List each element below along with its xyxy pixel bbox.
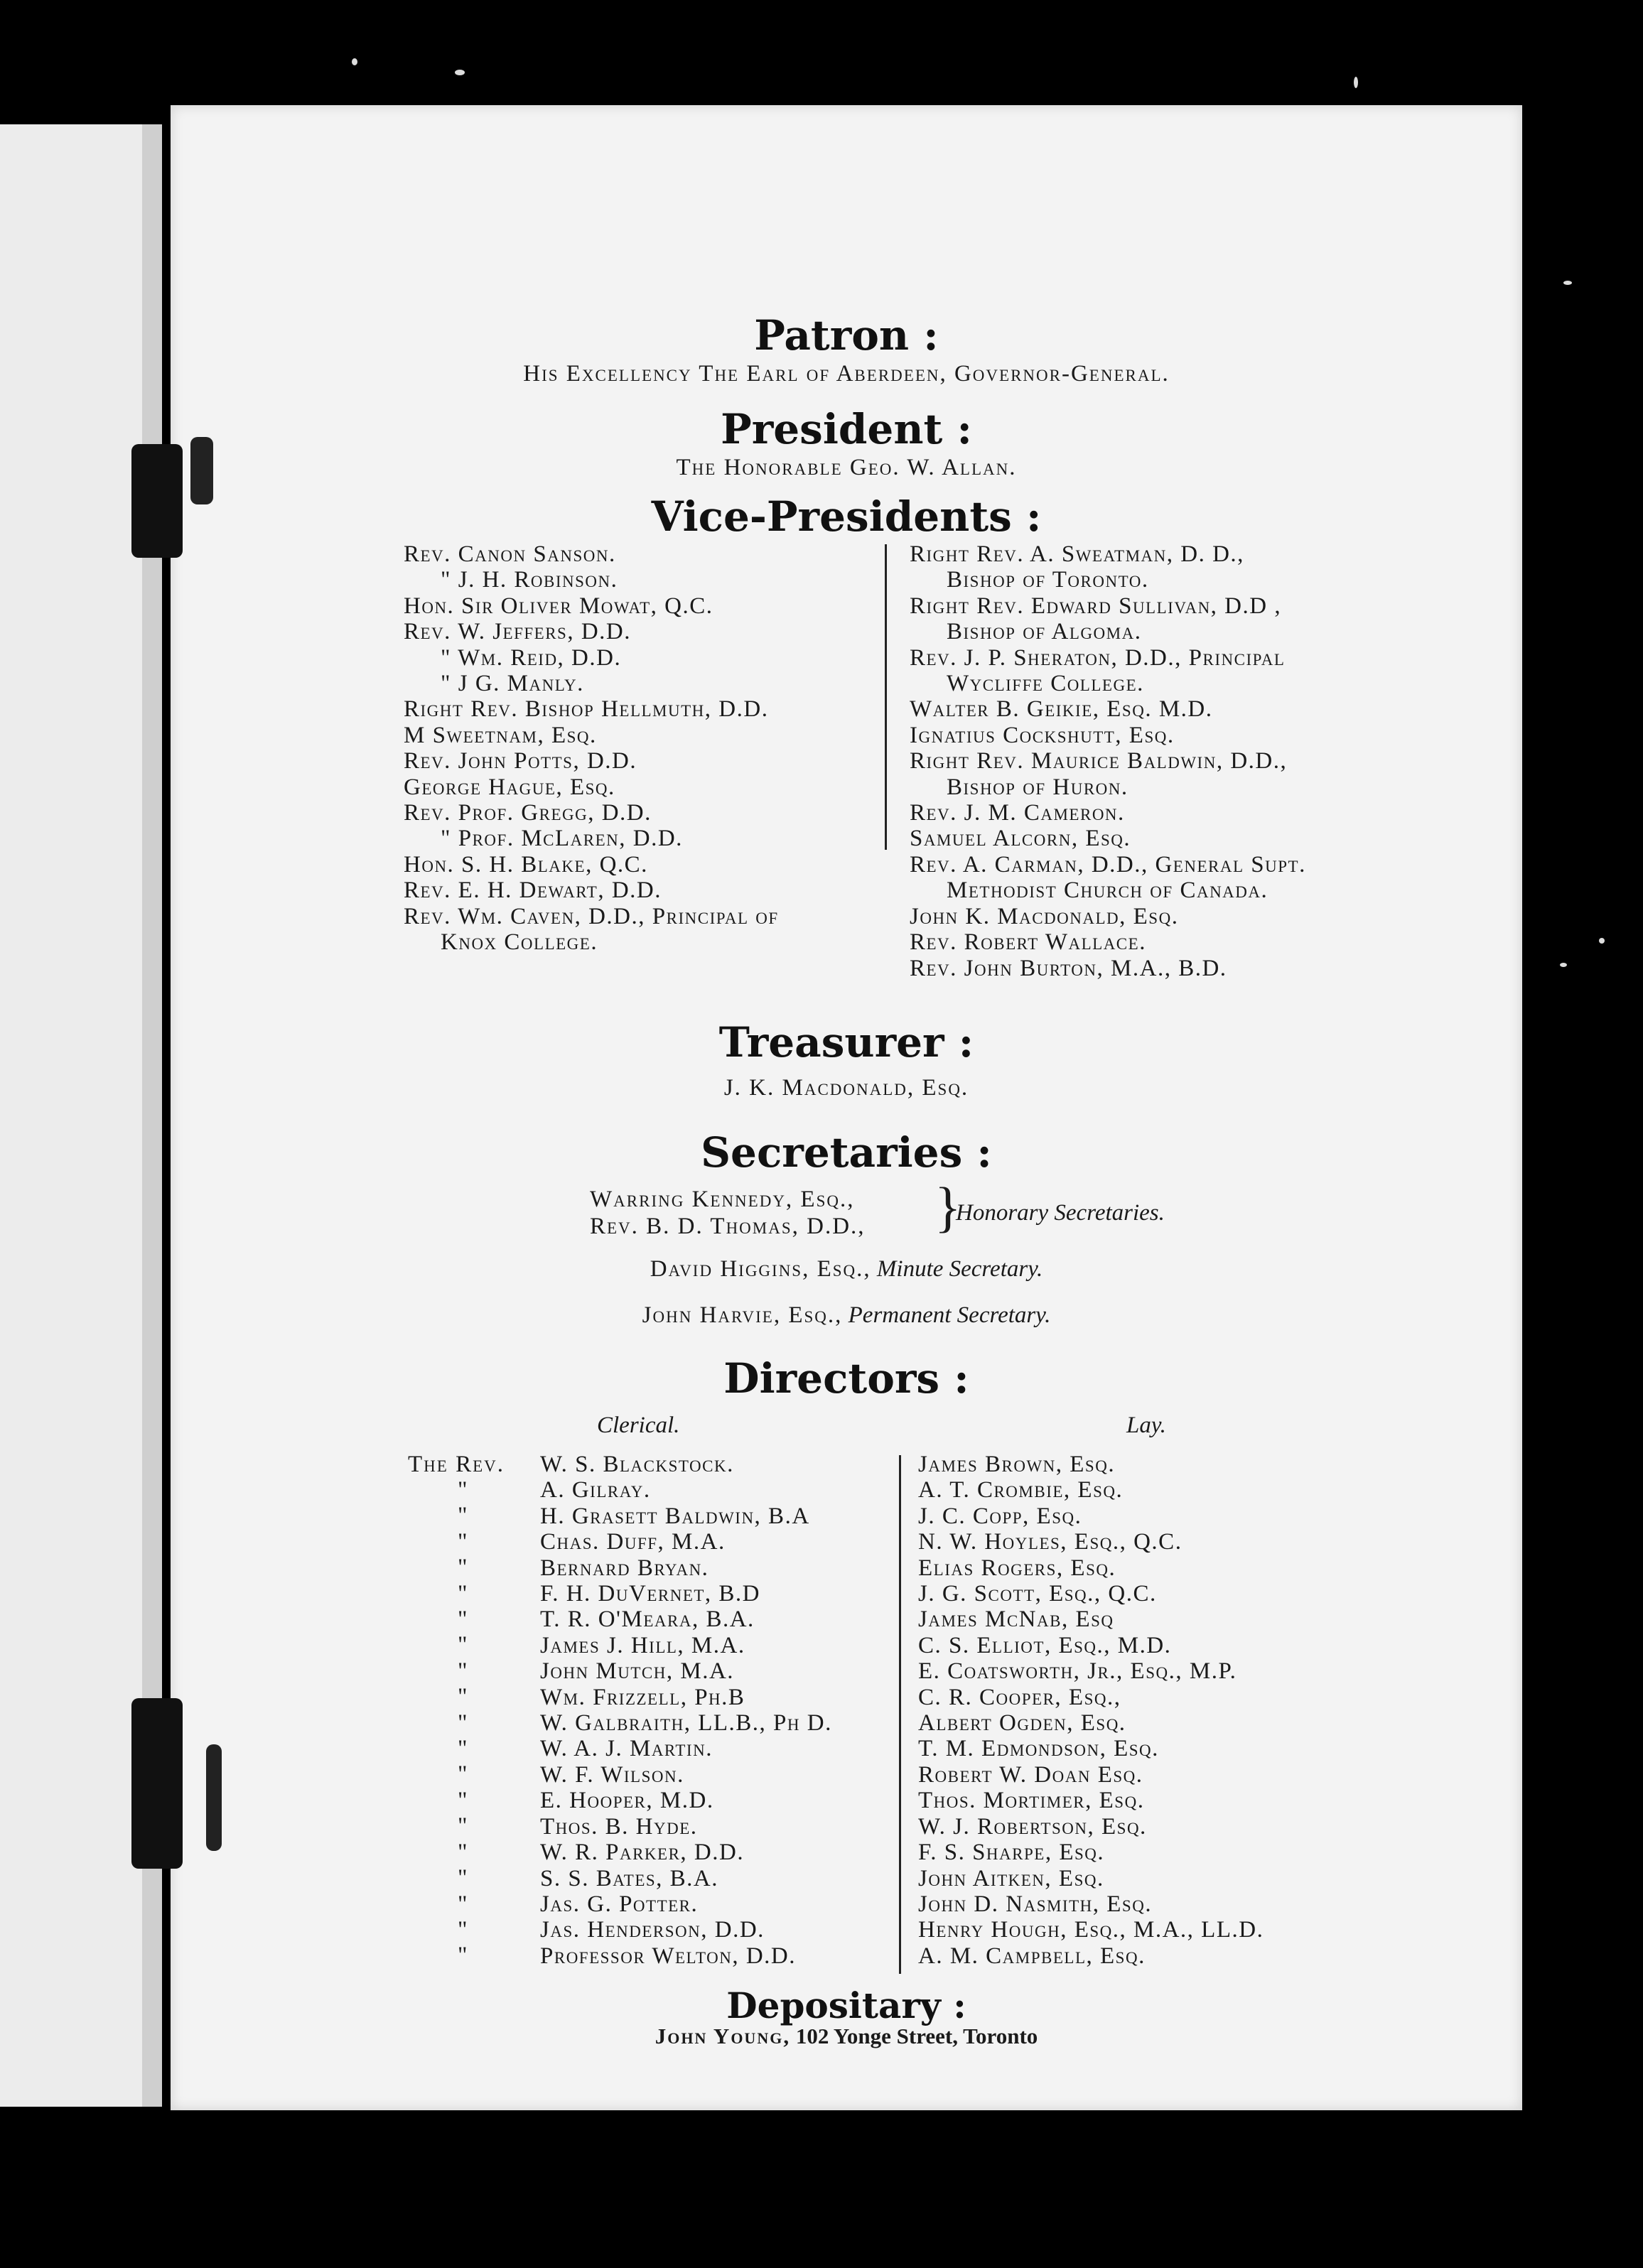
minute-secretary-name: David Higgins, Esq., (650, 1256, 871, 1282)
list-item: A. T. Crombie, Esq. (918, 1477, 1124, 1503)
ditto-mark: " (458, 1813, 468, 1840)
list-item: Ignatius Cockshutt, Esq. (910, 722, 1175, 748)
list-item: E. Coatsworth, Jr., Esq., M.P. (918, 1658, 1237, 1685)
list-item: Right Rev. A. Sweatman, D. D., (910, 541, 1244, 567)
list-item: John K. Macdonald, Esq. (910, 903, 1179, 929)
binding-clip-top-inner (190, 437, 213, 504)
list-item: Rev. Canon Sanson. (404, 541, 616, 567)
list-item: Rev. Robert Wallace. (910, 929, 1146, 956)
ditto-mark: " (458, 1528, 468, 1555)
clerical-prefix: The Rev. (408, 1452, 505, 1477)
list-item: " J G. Manly. (441, 671, 584, 697)
lay-label: Lay. (1126, 1413, 1166, 1438)
list-item: " Prof. McLaren, D.D. (441, 826, 683, 852)
list-item: Robert W. Doan Esq. (918, 1761, 1143, 1788)
column-divider (885, 544, 887, 850)
list-item: N. W. Hoyles, Esq., Q.C. (918, 1529, 1183, 1555)
ditto-mark: " (458, 1477, 468, 1503)
honorary-secretary-1: Warring Kennedy, Esq., (590, 1187, 855, 1212)
list-item: T. R. O'Meara, B.A. (540, 1606, 755, 1633)
list-item: Rev. W. Jeffers, D.D. (404, 619, 632, 645)
treasurer-name: J. K. Macdonald, Esq. (723, 1075, 969, 1101)
list-item: Bishop of Toronto. (947, 567, 1149, 593)
list-item: Hon. Sir Oliver Mowat, Q.C. (404, 593, 713, 619)
list-item: Rev. John Burton, M.A., B.D. (910, 955, 1227, 981)
list-item: C. R. Cooper, Esq., (918, 1684, 1121, 1710)
list-item: H. Grasett Baldwin, B.A (540, 1503, 810, 1529)
document-page (171, 105, 1522, 2110)
honorary-secretaries-label: Honorary Secretaries. (956, 1200, 1165, 1226)
permanent-secretary-name: John Harvie, Esq., (642, 1302, 843, 1328)
list-item: Bernard Bryan. (540, 1555, 709, 1581)
list-item: John Mutch, M.A. (540, 1658, 735, 1685)
list-item: Jas. Henderson, D.D. (540, 1917, 765, 1943)
list-item: Bishop of Huron. (947, 774, 1128, 800)
list-item: Albert Ogden, Esq. (918, 1710, 1126, 1737)
list-item: T. M. Edmondson, Esq. (918, 1736, 1159, 1762)
list-item: Rev. J. M. Cameron. (910, 800, 1125, 826)
list-item: John D. Nasmith, Esq. (918, 1891, 1153, 1917)
clerical-directors-list (540, 1452, 910, 1969)
list-item: Rev. J. P. Sheraton, D.D., Principal (910, 644, 1286, 671)
list-item: Right Rev. Maurice Baldwin, D.D., (910, 748, 1288, 774)
column-divider (899, 1455, 901, 1974)
ditto-mark: " (458, 1658, 468, 1684)
list-item: W. J. Robertson, Esq. (918, 1813, 1147, 1840)
list-item: Right Rev. Edward Sullivan, D.D , (910, 593, 1282, 619)
list-item: James McNab, Esq (918, 1606, 1114, 1633)
list-item: A. M. Campbell, Esq. (918, 1943, 1146, 1969)
list-item: W. F. Wilson. (540, 1761, 684, 1788)
patron-heading: Patron : (754, 311, 939, 360)
list-item: F. H. DuVernet, B.D (540, 1581, 761, 1607)
list-item: J. C. Copp, Esq. (918, 1503, 1082, 1529)
president-name: The Honorable Geo. W. Allan. (676, 455, 1017, 480)
ditto-mark: " (458, 1606, 468, 1633)
depositary-address: 102 Yonge Street, Toronto (795, 2024, 1038, 2048)
minute-secretary-label: Minute Secretary. (876, 1256, 1043, 1282)
list-item: Rev. John Potts, D.D. (404, 748, 637, 774)
ditto-mark: " (458, 1761, 468, 1788)
ditto-mark: " (458, 1555, 468, 1581)
list-item: James J. Hill, M.A. (540, 1632, 745, 1658)
list-item: Wycliffe College. (947, 671, 1144, 697)
lay-directors-list (918, 1452, 1501, 1969)
list-item: S. S. Bates, B.A. (540, 1865, 719, 1891)
vice-presidents-right-list (910, 541, 1492, 981)
list-item: Thos. B. Hyde. (540, 1813, 698, 1840)
speck (1599, 938, 1605, 944)
depositary-line (171, 2024, 1522, 2049)
speck (352, 58, 357, 65)
list-item: " J. H. Robinson. (441, 567, 618, 593)
depositary-name: John Young, (654, 2024, 791, 2048)
ditto-mark: " (458, 1736, 468, 1762)
directors-heading: Directors : (723, 1354, 969, 1403)
ditto-mark: " (458, 1503, 468, 1529)
binding-clip-bottom (131, 1698, 183, 1869)
list-item: James Brown, Esq. (918, 1452, 1116, 1477)
list-item: M Sweetnam, Esq. (404, 722, 597, 748)
vice-presidents-heading: Vice-Presidents : (651, 492, 1042, 541)
list-item: Chas. Duff, M.A. (540, 1529, 726, 1555)
ditto-mark: " (458, 1916, 468, 1943)
speck (1563, 281, 1572, 285)
secretaries-heading: Secretaries : (701, 1128, 992, 1177)
president-heading: President : (721, 405, 972, 453)
list-item: Professor Welton, D.D. (540, 1943, 796, 1969)
ditto-mark: " (458, 1865, 468, 1891)
permanent-secretary-line (171, 1302, 1522, 1329)
list-item: W. S. Blackstock. (540, 1452, 734, 1477)
list-item: Methodist Church of Canada. (947, 878, 1268, 904)
list-item: Samuel Alcorn, Esq. (910, 826, 1131, 852)
patron-name: His Excellency The Earl of Aberdeen, Governor-General. (523, 361, 1170, 387)
permanent-secretary-label: Permanent Secretary. (848, 1302, 1051, 1328)
ditto-column (458, 1477, 486, 1969)
honorary-secretary-2: Rev. B. D. Thomas, D.D., (590, 1214, 866, 1239)
list-item: Rev. E. H. Dewart, D.D. (404, 878, 662, 904)
list-item: " Wm. Reid, D.D. (441, 644, 622, 671)
list-item: Rev. A. Carman, D.D., General Supt. (910, 851, 1306, 878)
list-item: Hon. S. H. Blake, Q.C. (404, 851, 648, 878)
ditto-mark: " (458, 1891, 468, 1917)
list-item: J. G. Scott, Esq., Q.C. (918, 1581, 1157, 1607)
list-item: F. S. Sharpe, Esq. (918, 1840, 1105, 1866)
ditto-mark: " (458, 1787, 468, 1813)
list-item: John Aitken, Esq. (918, 1865, 1104, 1891)
ditto-mark: " (458, 1943, 468, 1969)
binding-clip-bottom-inner (206, 1744, 222, 1851)
list-item: Wm. Frizzell, Ph.B (540, 1684, 745, 1710)
clerical-label: Clerical. (597, 1413, 680, 1438)
list-item: Right Rev. Bishop Hellmuth, D.D. (404, 696, 769, 723)
speck (1354, 77, 1358, 88)
list-item: C. S. Elliot, Esq., M.D. (918, 1632, 1172, 1658)
ditto-mark: " (458, 1684, 468, 1710)
list-item: Rev. Wm. Caven, D.D., Principal of (404, 903, 779, 929)
list-item: W. Galbraith, LL.B., Ph D. (540, 1710, 832, 1737)
list-item: Thos. Mortimer, Esq. (918, 1788, 1145, 1814)
list-item: E. Hooper, M.D. (540, 1788, 714, 1814)
ditto-mark: " (458, 1710, 468, 1736)
list-item: Bishop of Algoma. (947, 619, 1142, 645)
list-item: Rev. Prof. Gregg, D.D. (404, 800, 652, 826)
treasurer-heading: Treasurer : (718, 1018, 974, 1066)
binding-clip-top (131, 444, 183, 558)
speck (455, 70, 465, 75)
list-item: Elias Rogers, Esq. (918, 1555, 1116, 1581)
list-item: W. A. J. Martin. (540, 1736, 713, 1762)
brace: } (934, 1176, 961, 1238)
list-item: Knox College. (441, 929, 598, 956)
depositary-heading: Depositary : (726, 1984, 966, 2026)
ditto-mark: " (458, 1839, 468, 1865)
list-item: George Hague, Esq. (404, 774, 615, 800)
minute-secretary-line (171, 1256, 1522, 1282)
speck (1560, 963, 1567, 967)
list-item: Walter B. Geikie, Esq. M.D. (910, 696, 1213, 723)
ditto-mark: " (458, 1632, 468, 1658)
ditto-mark: " (458, 1580, 468, 1606)
list-item: Henry Hough, Esq., M.A., LL.D. (918, 1917, 1264, 1943)
list-item: W. R. Parker, D.D. (540, 1840, 745, 1866)
list-item: Jas. G. Potter. (540, 1891, 699, 1917)
list-item: A. Gilray. (540, 1477, 651, 1503)
